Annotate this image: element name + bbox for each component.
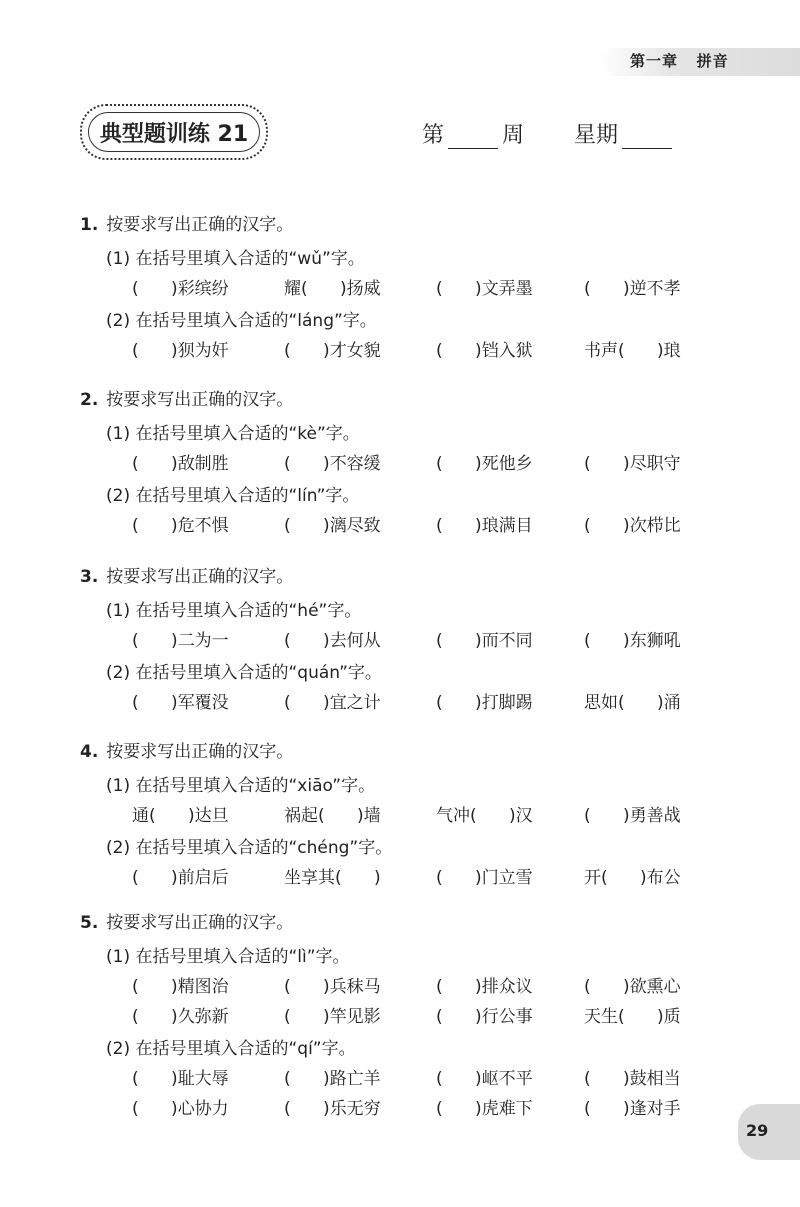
sub-question-label: (1) 在括号里填入合适的“xiāo”字。 — [106, 776, 376, 796]
fill-in-blank-item[interactable]: ( )狈为奸 — [132, 341, 229, 361]
question-prompt: 按要求写出正确的汉字。 — [106, 742, 294, 762]
sub-question-label: (2) 在括号里填入合适的“qí”字。 — [106, 1039, 356, 1059]
fill-in-blank-item[interactable]: ( )鼓相当 — [584, 1069, 681, 1089]
fill-in-blank-item[interactable]: ( )死他乡 — [436, 454, 533, 474]
fill-in-blank-item[interactable]: ( )逢对手 — [584, 1099, 681, 1119]
sub-question-label: (1) 在括号里填入合适的“wǔ”字。 — [106, 249, 365, 269]
fill-in-blank-item[interactable]: ( )精图治 — [132, 977, 229, 997]
question-title — [80, 562, 293, 587]
fill-in-blank-item[interactable]: 书声( )琅 — [584, 341, 681, 361]
fill-in-blank-item[interactable]: 天生( )质 — [584, 1007, 681, 1027]
exercise-title-badge — [80, 104, 268, 160]
question-number: 1. — [80, 215, 99, 235]
fill-in-blank-item[interactable]: ( )次栉比 — [584, 516, 681, 536]
fill-in-blank-item[interactable]: ( )琅满目 — [436, 516, 533, 536]
fill-in-blank-item[interactable]: ( )逆不孝 — [584, 279, 681, 299]
week-unit: 周 — [502, 123, 525, 148]
question-prompt: 按要求写出正确的汉字。 — [106, 567, 294, 587]
sub-question-label: (1) 在括号里填入合适的“lì”字。 — [106, 947, 350, 967]
fill-in-blank-item[interactable]: ( )欲熏心 — [584, 977, 681, 997]
fill-in-blank-item[interactable]: ( )门立雪 — [436, 868, 533, 888]
page-number: 29 — [746, 1121, 769, 1140]
fill-in-blank-item[interactable]: ( )虎难下 — [436, 1099, 533, 1119]
sub-question-label: (2) 在括号里填入合适的“quán”字。 — [106, 663, 382, 683]
question-prompt: 按要求写出正确的汉字。 — [106, 913, 294, 933]
fill-in-blank-item[interactable]: ( )危不惧 — [132, 516, 229, 536]
chapter-title: 第一章 拼音 — [630, 52, 729, 70]
question-prompt: 按要求写出正确的汉字。 — [106, 215, 294, 235]
weekday-blank[interactable] — [622, 120, 672, 149]
week-blank[interactable] — [448, 120, 498, 149]
fill-in-blank-item[interactable]: ( )打脚踢 — [436, 693, 533, 713]
sub-question-label: (2) 在括号里填入合适的“chéng”字。 — [106, 838, 393, 858]
fill-in-blank-item[interactable]: ( )心协力 — [132, 1099, 229, 1119]
sub-question-label: (1) 在括号里填入合适的“kè”字。 — [106, 424, 360, 444]
fill-in-blank-item[interactable]: ( )文弄墨 — [436, 279, 533, 299]
fill-in-blank-item[interactable]: 通( )达旦 — [132, 806, 229, 826]
sub-question-label: (2) 在括号里填入合适的“lín”字。 — [106, 486, 360, 506]
fill-in-blank-item[interactable]: ( )东狮吼 — [584, 631, 681, 651]
fill-in-blank-item[interactable]: ( )军覆没 — [132, 693, 229, 713]
fill-in-blank-item[interactable]: 气冲( )汉 — [436, 806, 533, 826]
fill-in-blank-item[interactable]: ( )铛入狱 — [436, 341, 533, 361]
fill-in-blank-item[interactable]: ( )乐无穷 — [284, 1099, 381, 1119]
question-title — [80, 908, 293, 933]
fill-in-blank-item[interactable]: ( )而不同 — [436, 631, 533, 651]
fill-in-blank-item[interactable]: ( )彩缤纷 — [132, 279, 229, 299]
fill-in-blank-item[interactable]: ( )敌制胜 — [132, 454, 229, 474]
fill-in-blank-item[interactable]: ( )兵秣马 — [284, 977, 381, 997]
sub-question-label: (2) 在括号里填入合适的“láng”字。 — [106, 311, 377, 331]
fill-in-blank-item[interactable]: ( )耻大辱 — [132, 1069, 229, 1089]
fill-in-blank-item[interactable]: ( )宜之计 — [284, 693, 381, 713]
week-date-line — [422, 118, 672, 149]
question-number: 3. — [80, 567, 99, 587]
weekday-prefix: 星期 — [574, 123, 619, 148]
fill-in-blank-item[interactable]: 开( )布公 — [584, 868, 681, 888]
sub-question-label: (1) 在括号里填入合适的“hé”字。 — [106, 601, 362, 621]
fill-in-blank-item[interactable]: ( )久弥新 — [132, 1007, 229, 1027]
fill-in-blank-item[interactable]: ( )路亡羊 — [284, 1069, 381, 1089]
fill-in-blank-item[interactable]: 祸起( )墙 — [284, 806, 381, 826]
fill-in-blank-item[interactable]: ( )不容缓 — [284, 454, 381, 474]
fill-in-blank-item[interactable]: ( )才女貌 — [284, 341, 381, 361]
question-number: 5. — [80, 913, 99, 933]
fill-in-blank-item[interactable]: ( )去何从 — [284, 631, 381, 651]
fill-in-blank-item[interactable]: ( )二为一 — [132, 631, 229, 651]
question-title — [80, 210, 293, 235]
fill-in-blank-item[interactable]: 耀( )扬威 — [284, 279, 381, 299]
fill-in-blank-item[interactable]: ( )行公事 — [436, 1007, 533, 1027]
fill-in-blank-item[interactable]: 坐享其( ) — [284, 868, 381, 888]
fill-in-blank-item[interactable]: ( )漓尽致 — [284, 516, 381, 536]
fill-in-blank-item[interactable]: ( )竿见影 — [284, 1007, 381, 1027]
question-number: 2. — [80, 390, 99, 410]
fill-in-blank-item[interactable]: ( )排众议 — [436, 977, 533, 997]
exercise-title: 典型题训练 21 — [88, 112, 260, 152]
fill-in-blank-item[interactable]: ( )岖不平 — [436, 1069, 533, 1089]
fill-in-blank-item[interactable]: ( )勇善战 — [584, 806, 681, 826]
question-title — [80, 737, 293, 762]
week-prefix: 第 — [422, 123, 445, 148]
fill-in-blank-item[interactable]: ( )前启后 — [132, 868, 229, 888]
question-number: 4. — [80, 742, 99, 762]
fill-in-blank-item[interactable]: ( )尽职守 — [584, 454, 681, 474]
question-title — [80, 385, 293, 410]
question-prompt: 按要求写出正确的汉字。 — [106, 390, 294, 410]
fill-in-blank-item[interactable]: 思如( )涌 — [584, 693, 681, 713]
